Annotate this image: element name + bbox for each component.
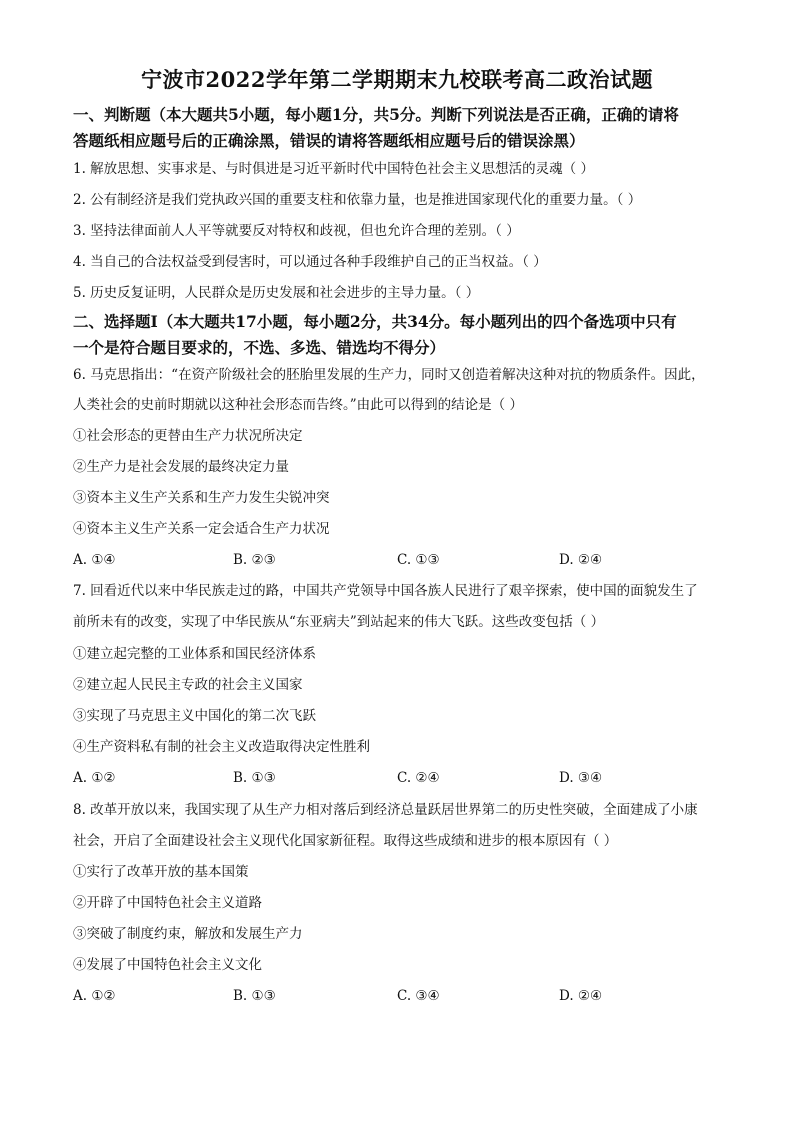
q7-stem-line1: 7. 回看近代以来中华民族走过的路，中国共产党领导中国各族人民进行了艰辛探索，使中国的面貌发生了	[73, 583, 698, 599]
q8-options	[73, 987, 713, 1005]
q8-option-a[interactable]: A. ①②	[73, 988, 116, 1004]
q6-options	[73, 551, 713, 569]
q6-stem-line1: 6. 马克思指出：“在资产阶级社会的胚胎里发展的生产力，同时又创造着解决这种对抗的物质条件。因此，	[73, 367, 705, 383]
q6-item: ③资本主义生产关系和生产力发生尖锐冲突	[73, 490, 330, 506]
q7-stem-line2: 前所未有的改变，实现了中华民族从“东亚病夫”到站起来的伟大飞跃。这些改变包括（ ）	[73, 614, 605, 630]
q6-item: ④资本主义生产关系一定会适合生产力状况	[73, 521, 330, 537]
q7-option-a[interactable]: A. ①②	[73, 770, 116, 786]
q8-item: ③突破了制度约束，解放和发展生产力	[73, 926, 303, 942]
q8-option-d[interactable]: D. ②④	[559, 988, 603, 1004]
q7-item: ③实现了马克思主义中国化的第二次飞跃	[73, 708, 316, 724]
judgement-item: 4. 当自己的合法权益受到侵害时，可以通过各种手段维护自己的正当权益。（ ）	[73, 254, 547, 270]
q7-option-c[interactable]: C. ②④	[397, 770, 440, 786]
judgement-item: 2. 公有制经济是我们党执政兴国的重要支柱和依靠力量，也是推进国家现代化的重要力量。（ ）	[73, 192, 642, 208]
q6-option-d[interactable]: D. ②④	[559, 552, 603, 568]
q6-item: ①社会形态的更替由生产力状况所决定	[73, 428, 303, 444]
q7-item: ①建立起完整的工业体系和国民经济体系	[73, 646, 316, 662]
judgement-item: 1. 解放思想、实事求是、与时俱进是习近平新时代中国特色社会主义思想活的灵魂（ ）	[73, 161, 594, 177]
q8-item: ④发展了中国特色社会主义文化	[73, 957, 262, 973]
q7-item: ④生产资料私有制的社会主义改造取得决定性胜利	[73, 739, 370, 755]
q8-stem-line1: 8. 改革开放以来，我国实现了从生产力相对落后到经济总量跃居世界第二的历史性突破，全面建成了小康	[73, 802, 698, 818]
section1-heading-line2: 答题纸相应题号后的正确涂黑，错误的请将答题纸相应题号后的错误涂黑）	[73, 131, 585, 150]
q7-options	[73, 769, 713, 787]
q7-item: ②建立起人民民主专政的社会主义国家	[73, 677, 303, 693]
q8-item: ②开辟了中国特色社会主义道路	[73, 895, 262, 911]
page-title: 宁波市2022学年第二学期期末九校联考高二政治试题	[141, 67, 653, 92]
section2-heading-line2: 一个是符合题目要求的，不选、多选、错选均不得分）	[73, 338, 446, 357]
q8-stem-line2: 社会，开启了全面建设社会主义现代化国家新征程。取得这些成绩和进步的根本原因有（ ）	[73, 833, 618, 849]
q8-option-b[interactable]: B. ①③	[233, 988, 276, 1004]
q6-option-c[interactable]: C. ①③	[397, 552, 440, 568]
q8-option-c[interactable]: C. ③④	[397, 988, 440, 1004]
section2-heading-line1: 二、选择题Ⅰ（本大题共17小题，每小题2分，共34分。每小题列出的四个备选项中只有	[73, 312, 677, 331]
q7-option-d[interactable]: D. ③④	[559, 770, 603, 786]
q6-stem-line2: 人类社会的史前时期就以这种社会形态而告终。”由此可以得到的结论是（ ）	[73, 397, 523, 413]
judgement-item: 5. 历史反复证明，人民群众是历史发展和社会进步的主导力量。（ ）	[73, 285, 480, 301]
q6-item: ②生产力是社会发展的最终决定力量	[73, 459, 289, 475]
section1-heading-line1: 一、判断题（本大题共5小题，每小题1分，共5分。判断下列说法是否正确，正确的请将	[73, 105, 679, 124]
judgement-item: 3. 坚持法律面前人人平等就要反对特权和歧视，但也允许合理的差别。（ ）	[73, 223, 520, 239]
q7-option-b[interactable]: B. ①③	[233, 770, 276, 786]
q6-option-a[interactable]: A. ①④	[73, 552, 116, 568]
q8-item: ①实行了改革开放的基本国策	[73, 864, 249, 880]
q6-option-b[interactable]: B. ②③	[233, 552, 276, 568]
